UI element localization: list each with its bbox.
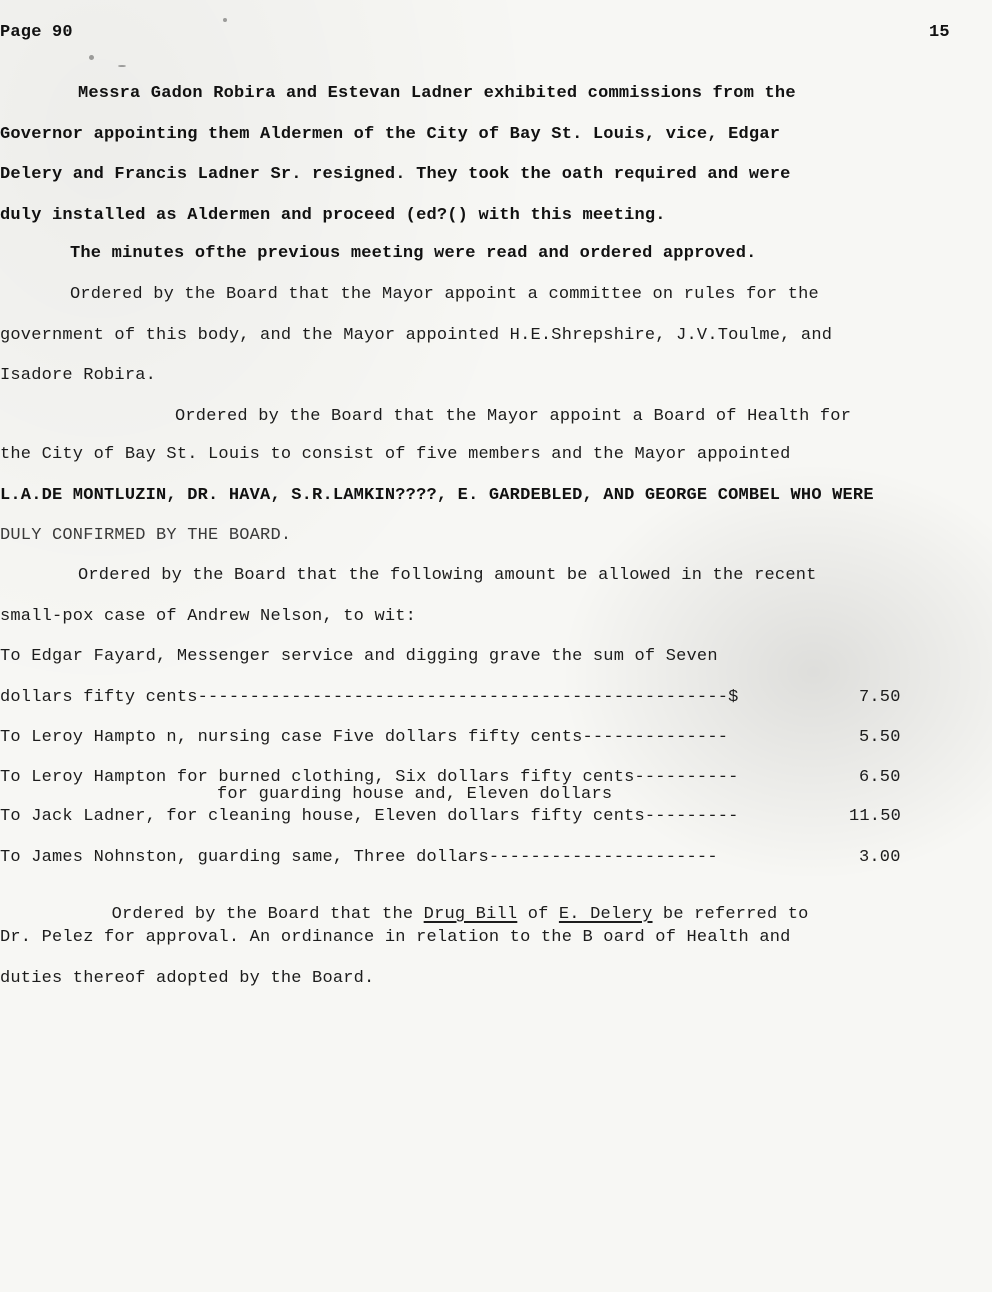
underlined-delery: E. Delery [558, 905, 653, 924]
paragraph-5-line-2: small-pox case of Andrew Nelson, to wit: [0, 607, 417, 626]
paper-speck-2 [89, 55, 94, 60]
ledger-amount-1: 7.50 [859, 688, 901, 707]
paragraph-1-line-2: Governor appointing them Aldermen of the City of Bay St. Louis, vice, Edgar [0, 125, 781, 144]
ledger-line-4-insert: for guarding house and, Eleven dollars [217, 785, 613, 804]
paragraph-1-line-1: Messra Gadon Robira and Estevan Ladner exhibited commissions from the [78, 84, 796, 103]
ledger-line-3: To Leroy Hampton for burned clothing, Six dollars fifty cents---------- [0, 768, 739, 787]
paragraph-3-line-2: government of this body, and the Mayor appointed H.E.Shrepshire, J.V.Toulme, and [0, 326, 833, 345]
underlined-drug-bill: Drug Bill [423, 905, 518, 924]
ledger-amount-3: 6.50 [859, 768, 901, 787]
ledger-amount-2: 5.50 [859, 728, 901, 747]
paragraph-5-line-1: Ordered by the Board that the following amount be allowed in the recent [78, 566, 817, 585]
ledger-line-5: To James Nohnston, guarding same, Three dollars---------------------- [0, 848, 718, 867]
ledger-line-2: To Leroy Hampto n, nursing case Five dollars fifty cents-------------- [0, 728, 729, 747]
page-label: Page 90 [0, 23, 73, 42]
closing-text-part-1: Ordered by the Board that the [111, 905, 424, 924]
paragraph-1-line-3: Delery and Francis Ladner Sr. resigned. They took the oath required and were [0, 165, 791, 184]
closing-text-part-2: be referred to [652, 905, 809, 924]
page-number: 15 [929, 23, 950, 42]
paragraph-1-line-4: duly installed as Aldermen and proceed (ed?() with this meeting. [0, 206, 666, 225]
paragraph-2-line-1: The minutes ofthe previous meeting were read and ordered approved. [70, 244, 757, 263]
ledger-amount-4: 11.50 [849, 807, 902, 826]
paragraph-4-line-3: L.A.DE MONTLUZIN, DR. HAVA, S.R.LAMKIN????, E. GARDEBLED, AND GEORGE COMBEL WHO WERE [0, 486, 874, 505]
ledger-line-4: To Jack Ladner, for cleaning house, Eleven dollars fifty cents--------- [0, 807, 739, 826]
paragraph-4-line-2: the City of Bay St. Louis to consist of five members and the Mayor appointed [0, 445, 791, 464]
ledger-amount-5: 3.00 [859, 848, 901, 867]
paragraph-4-line-4: DULY CONFIRMED BY THE BOARD. [0, 526, 292, 545]
paragraph-4-line-1: Ordered by the Board that the Mayor appoint a Board of Health for [175, 407, 852, 426]
paragraph-3-line-1: Ordered by the Board that the Mayor appoint a committee on rules for the [70, 285, 819, 304]
paper-speck-3 [118, 65, 126, 67]
paragraph-3-line-3: Isadore Robira. [0, 366, 157, 385]
ledger-line-1-end: dollars fifty cents---------------------------------------------------$ [0, 688, 739, 707]
closing-text-of: of [517, 905, 559, 924]
paper-speck-1 [223, 18, 227, 22]
ledger-line-1-start: To Edgar Fayard, Messenger service and digging grave the sum of Seven [0, 647, 718, 666]
closing-line-3: duties thereof adopted by the Board. [0, 969, 375, 988]
closing-line-2: Dr. Pelez for approval. An ordinance in relation to the B oard of Health and [0, 928, 791, 947]
